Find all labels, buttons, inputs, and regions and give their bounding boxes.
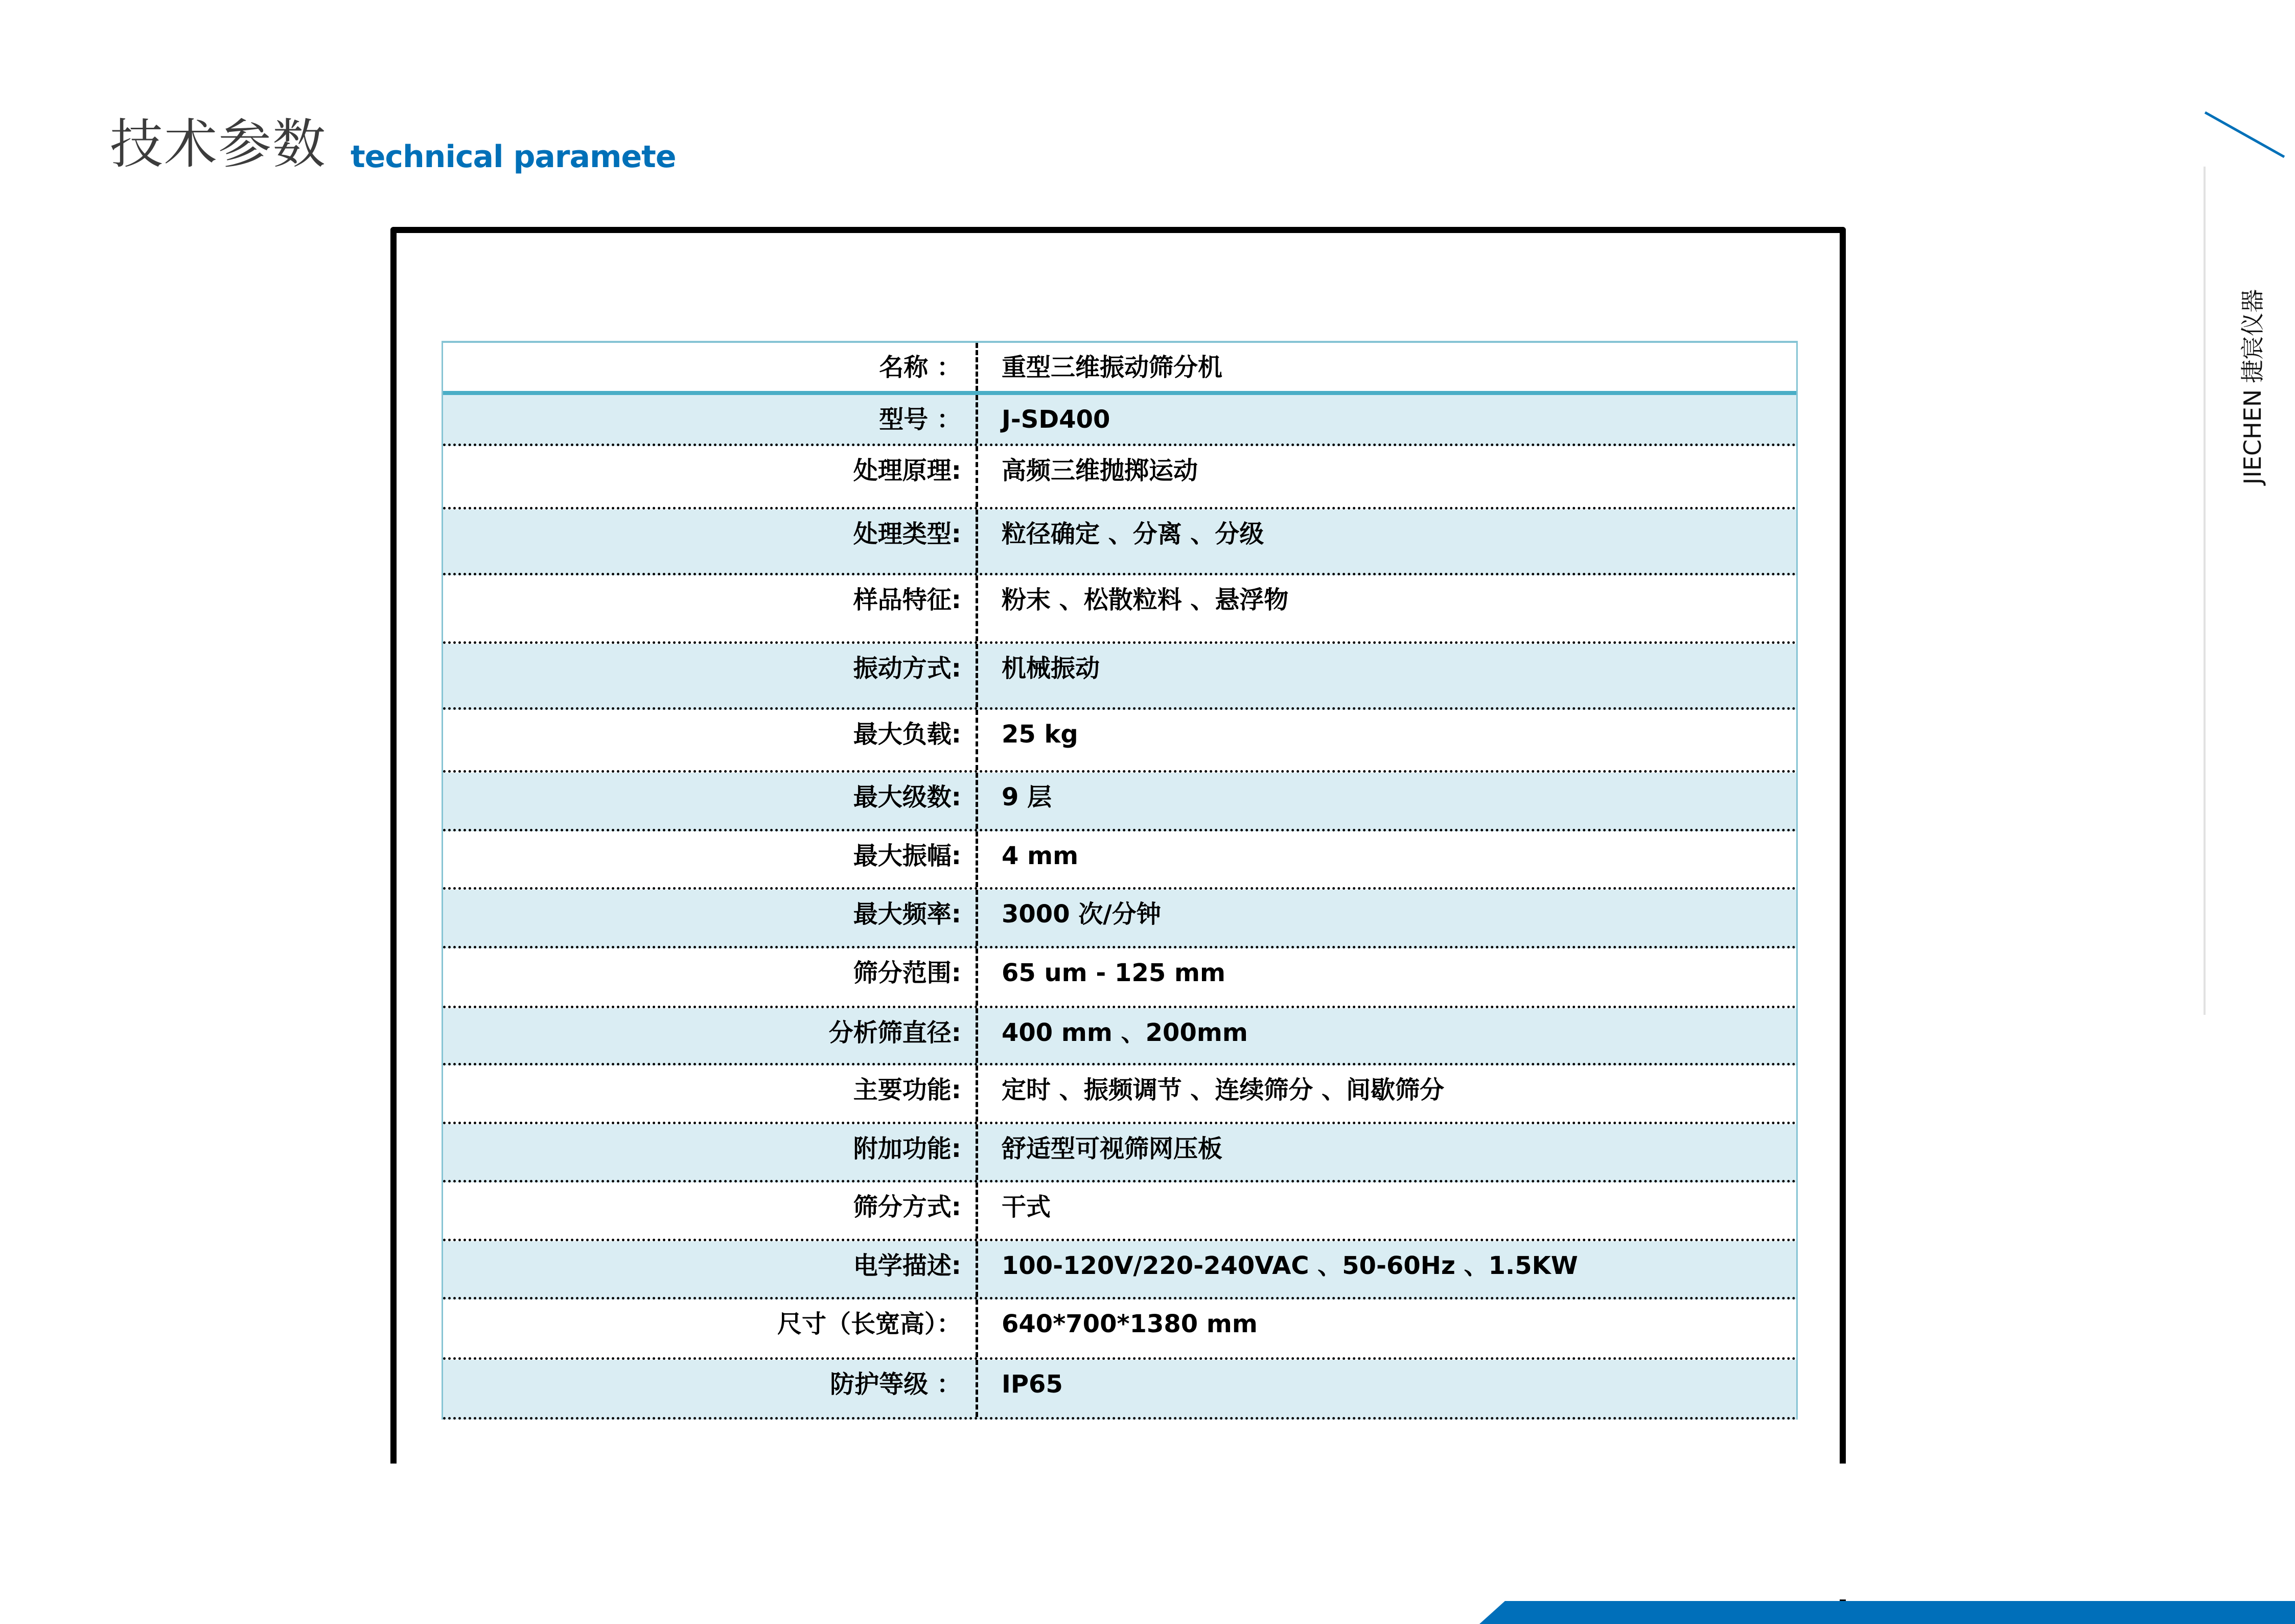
row-label: 尺寸（长宽高）： bbox=[443, 1300, 978, 1357]
row-value: 定时 、振频调节 、连续筛分 、间歇筛分 bbox=[1002, 1076, 1445, 1104]
row-value: 干式 bbox=[1002, 1193, 1051, 1221]
row-label: 电学描述: bbox=[443, 1241, 978, 1297]
row-value: 65 um - 125 mm bbox=[1002, 959, 1225, 987]
row-label: 样品特征: bbox=[443, 575, 978, 641]
brand-vertical-label bbox=[2234, 289, 2268, 484]
table-row-name bbox=[443, 341, 1796, 395]
table-row bbox=[443, 710, 1796, 773]
row-label: 最大振幅: bbox=[443, 831, 978, 887]
row-label: 名称 ： bbox=[443, 343, 978, 391]
row-value: 4 mm bbox=[1002, 842, 1079, 870]
table-row bbox=[443, 509, 1796, 575]
spec-table bbox=[442, 341, 1798, 1420]
row-label: 防护等级 ： bbox=[443, 1360, 978, 1417]
row-label: 处理原理: bbox=[443, 446, 978, 507]
row-label: 主要功能: bbox=[443, 1065, 978, 1122]
table-row bbox=[443, 1300, 1796, 1360]
brand-latin: JIECHEN bbox=[2239, 389, 2266, 485]
row-label: 最大频率: bbox=[443, 890, 978, 946]
row-value: 25 kg bbox=[1002, 720, 1078, 749]
row-value: 100-120V/220-240VAC 、50-60Hz 、1.5KW bbox=[1002, 1251, 1578, 1280]
table-row bbox=[443, 644, 1796, 710]
page-title: 技术参数 bbox=[110, 113, 327, 175]
row-label: 筛分范围: bbox=[443, 948, 978, 1006]
row-label: 附加功能: bbox=[443, 1124, 978, 1180]
row-label: 分析筛直径: bbox=[443, 1008, 978, 1063]
table-row bbox=[443, 773, 1796, 831]
row-value: 舒适型可视筛网压板 bbox=[1002, 1134, 1223, 1163]
table-row bbox=[443, 395, 1796, 446]
row-value: 高频三维抛掷运动 bbox=[1002, 456, 1198, 485]
table-row bbox=[443, 1008, 1796, 1065]
row-value: 640*700*1380 mm bbox=[1002, 1310, 1258, 1338]
decorative-diagonal-line bbox=[2203, 110, 2289, 161]
row-label: 筛分方式: bbox=[443, 1182, 978, 1239]
row-label: 处理类型: bbox=[443, 509, 978, 573]
table-row bbox=[443, 1241, 1796, 1300]
table-row bbox=[443, 1360, 1796, 1420]
row-value: 400 mm 、200mm bbox=[1002, 1018, 1248, 1047]
table-row bbox=[443, 575, 1796, 644]
side-divider-line bbox=[2204, 167, 2206, 1015]
row-label: 最大级数: bbox=[443, 773, 978, 829]
brand-cn: 捷宸仪器 bbox=[2239, 289, 2266, 383]
row-label: 型号 ： bbox=[443, 395, 978, 444]
row-value: 9 层 bbox=[1002, 783, 1052, 811]
row-value: 机械振动 bbox=[1002, 654, 1100, 683]
row-value: 粒径确定 、分离 、分级 bbox=[1002, 520, 1264, 548]
row-value: J-SD400 bbox=[1002, 405, 1110, 434]
table-row bbox=[443, 1124, 1796, 1182]
row-value: IP65 bbox=[1002, 1370, 1063, 1399]
table-row bbox=[443, 1182, 1796, 1241]
table-row bbox=[443, 831, 1796, 890]
row-value: 粉末 、松散粒料 、悬浮物 bbox=[1002, 586, 1289, 614]
table-row bbox=[443, 890, 1796, 948]
table-row bbox=[443, 948, 1796, 1008]
footer-accent-bar bbox=[1479, 1601, 2295, 1624]
row-value: 3000 次/分钟 bbox=[1002, 900, 1161, 929]
table-row bbox=[443, 1065, 1796, 1124]
row-label: 振动方式: bbox=[443, 644, 978, 707]
row-label: 最大负载: bbox=[443, 710, 978, 770]
row-value: 重型三维振动筛分机 bbox=[1002, 353, 1223, 382]
page-subtitle: technical paramete bbox=[351, 139, 676, 175]
table-row bbox=[443, 446, 1796, 509]
